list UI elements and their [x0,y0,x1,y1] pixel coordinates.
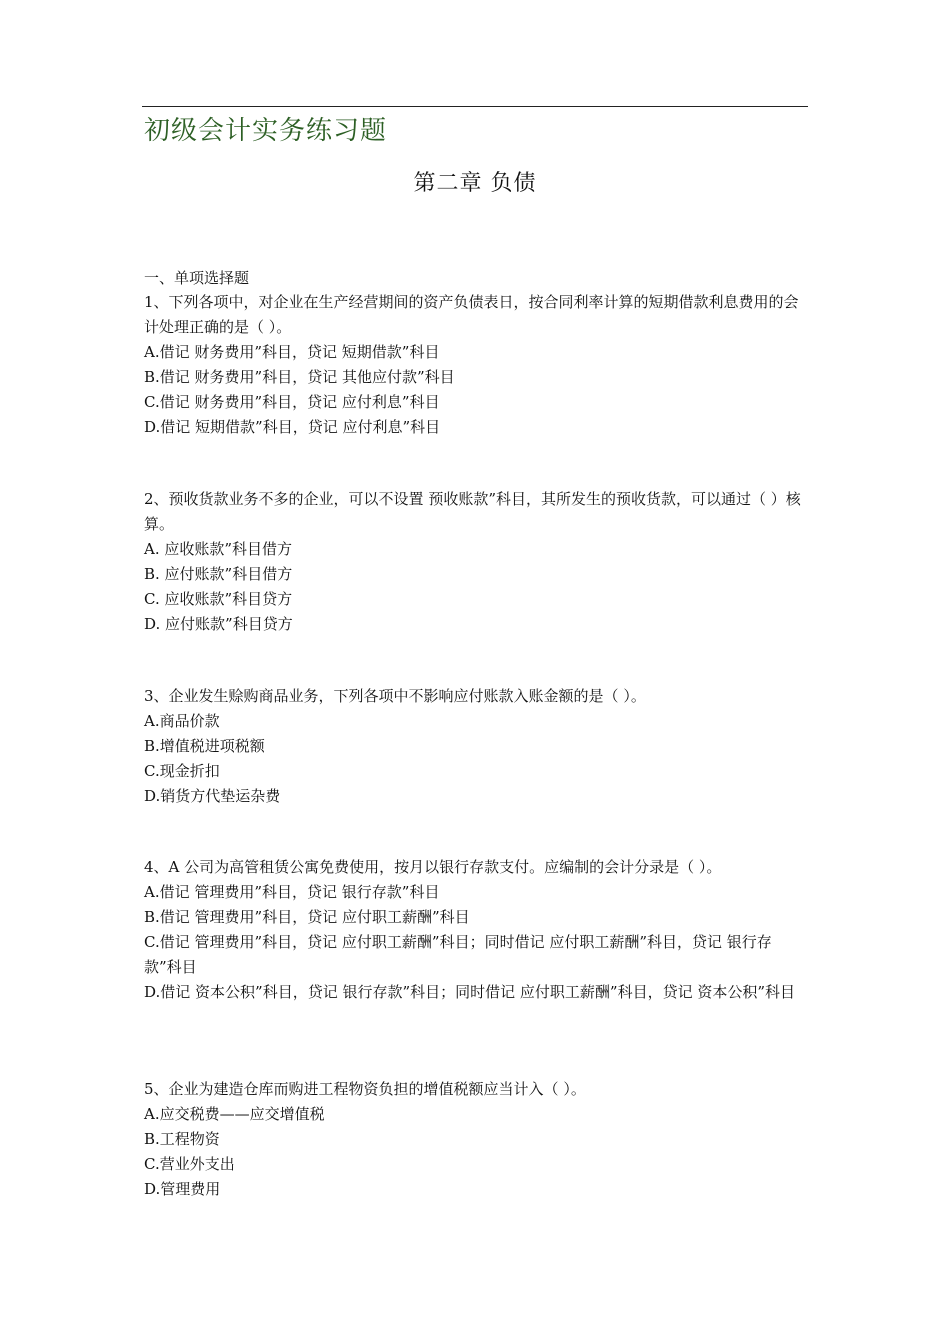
question-3 [144,684,808,809]
option-a: A.借记 财务费用”科目，贷记 短期借款”科目 [144,343,440,361]
option-b: B.增值税进项税额 [144,737,265,755]
option-a: A. 应收账款”科目借方 [144,540,293,558]
option-c: C.借记 财务费用”科目，贷记 应付利息”科目 [144,393,440,411]
option-c: C. 应收账款”科目贷方 [144,590,293,608]
option-b: B. 应付账款”科目借方 [144,565,293,583]
option-a: A.应交税费——应交增值税 [144,1105,325,1123]
option-d: D.借记 短期借款”科目，贷记 应付利息”科目 [144,418,441,436]
document-title: 初级会计实务练习题 [144,116,388,146]
question-4 [144,855,808,1005]
question-5 [144,1077,808,1202]
option-c: C.现金折扣 [144,762,220,780]
option-d: D.销货方代垫运杂费 [144,787,281,805]
option-d: D.借记 资本公积”科目，贷记 银行存款”科目；同时借记 应付职工薪酬”科目，贷记 资本公积”科目 [144,983,796,1001]
chapter-title: 第二章 负债 [413,171,537,196]
option-a: A.商品价款 [144,712,220,730]
option-c: C.借记 管理费用”科目，贷记 应付职工薪酬”科目；同时借记 应付职工薪酬”科目，贷记 银行存款”科目 [144,933,772,976]
section-heading: 一、单项选择题 [144,269,250,287]
option-b: B.工程物资 [144,1130,220,1148]
option-b: B.借记 管理费用”科目，贷记 应付职工薪酬”科目 [144,908,470,926]
question-1 [144,290,808,440]
question-2 [144,487,808,637]
question-stem: 5、企业为建造仓库而购进工程物资负担的增值税额应当计入（ ）。 [144,1080,586,1098]
option-b: B.借记 财务费用”科目，贷记 其他应付款”科目 [144,368,455,386]
question-stem: 3、企业发生赊购商品业务，下列各项中不影响应付账款入账金额的是（ ）。 [144,687,646,705]
question-stem: 4、A 公司为高管租赁公寓免费使用，按月以银行存款支付。应编制的会计分录是（ ）。 [144,858,722,876]
option-a: A.借记 管理费用”科目，贷记 银行存款”科目 [144,883,440,901]
header-rule [142,106,808,107]
question-stem: 1、下列各项中，对企业在生产经营期间的资产负债表日，按合同利率计算的短期借款利息费用的会计处理正确的是（ ）。 [144,293,799,336]
question-stem: 2、预收货款业务不多的企业，可以不设置 预收账款”科目，其所发生的预收货款，可以通过（ ）核算。 [144,490,801,533]
option-d: D.管理费用 [144,1180,221,1198]
option-c: C.营业外支出 [144,1155,235,1173]
option-d: D. 应付账款”科目贷方 [144,615,293,633]
